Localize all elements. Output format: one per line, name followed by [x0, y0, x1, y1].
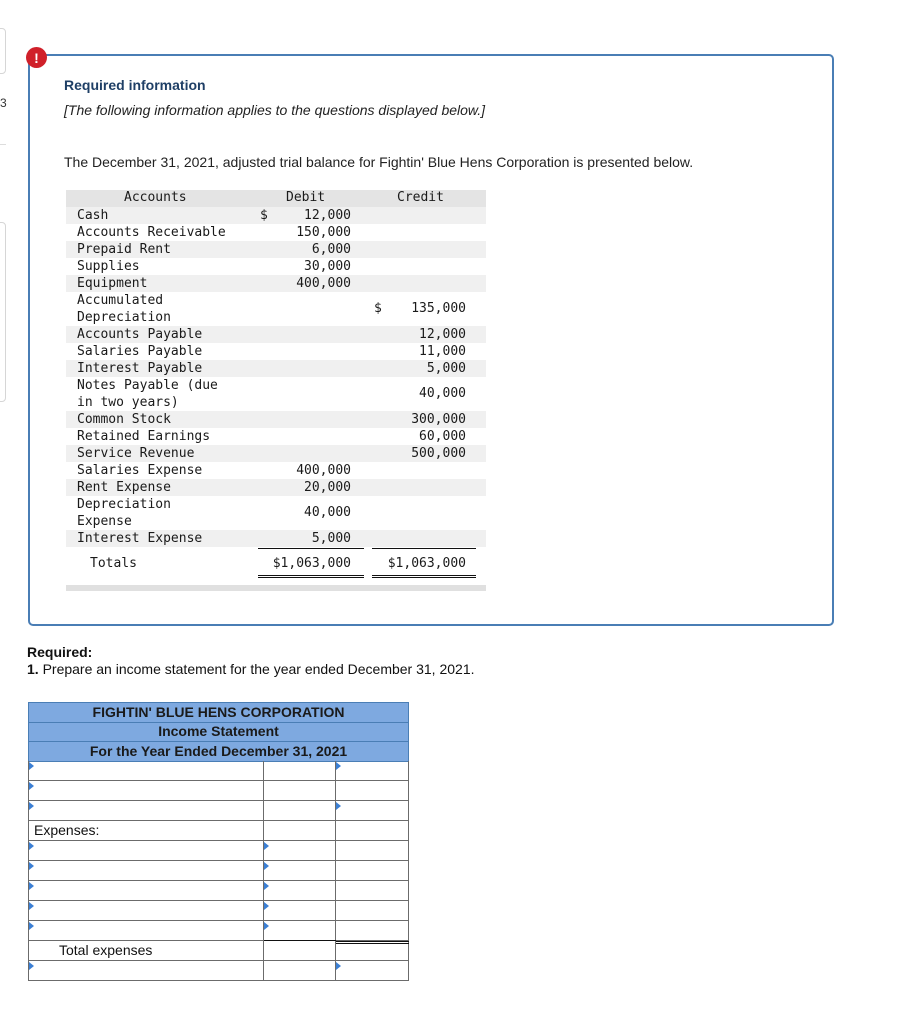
credit-subtotal-rule	[372, 548, 476, 549]
dropdown-marker-icon[interactable]	[264, 842, 269, 850]
debit-amount: 150,000	[296, 225, 351, 240]
account-input-cell[interactable]	[28, 801, 264, 821]
amount-input-cell	[336, 821, 409, 841]
account-input-cell[interactable]	[28, 761, 264, 781]
statement-row	[28, 901, 409, 921]
statement-row	[28, 961, 409, 981]
income-statement-header	[28, 702, 409, 762]
statement-title: Income Statement	[158, 723, 279, 739]
rail-card[interactable]	[0, 28, 6, 74]
trial-balance-row	[66, 479, 486, 496]
account-name: Salaries Payable	[77, 344, 203, 359]
amount-input-cell[interactable]	[264, 881, 336, 901]
dropdown-marker-icon[interactable]	[29, 882, 34, 890]
dropdown-marker-icon[interactable]	[264, 902, 269, 910]
amount-input-cell[interactable]	[264, 961, 336, 981]
amount-input-cell[interactable]	[264, 801, 336, 821]
account-name: Accounts Payable	[77, 327, 203, 342]
debit-currency-symbol: $	[260, 208, 268, 223]
total-expenses-label: Total expenses	[59, 942, 153, 958]
account-name: Depreciation Expense	[77, 497, 171, 529]
account-input-cell[interactable]	[28, 881, 264, 901]
rail-card[interactable]	[0, 222, 6, 402]
trial-balance-row	[66, 326, 486, 343]
debit-amount: 400,000	[296, 463, 351, 478]
credit-amount: 11,000	[419, 344, 466, 359]
debit-amount: 30,000	[304, 259, 351, 274]
statement-row	[28, 921, 409, 941]
amount-input-cell[interactable]	[336, 841, 409, 861]
required-information-note: [The following information applies to the questions displayed below.]	[64, 102, 486, 118]
account-name: Common Stock	[77, 412, 171, 427]
account-name: Accounts Receivable	[77, 225, 226, 240]
amount-input-cell[interactable]	[336, 781, 409, 801]
amount-input-cell	[264, 941, 336, 961]
amount-input-cell[interactable]	[264, 841, 336, 861]
account-input-cell	[28, 941, 264, 961]
trial-balance-row	[66, 224, 486, 241]
amount-input-cell[interactable]	[336, 961, 409, 981]
statement-row	[28, 801, 409, 821]
debit-total-double-rule	[258, 575, 364, 578]
debit-amount: 20,000	[304, 480, 351, 495]
account-input-cell[interactable]	[28, 781, 264, 801]
credit-currency-symbol: $	[374, 301, 382, 316]
debit-amount: 12,000	[304, 208, 351, 223]
trial-balance-row	[66, 292, 486, 326]
trial-balance-row	[66, 275, 486, 292]
account-name: Retained Earnings	[77, 429, 211, 444]
rail-divider	[0, 144, 6, 145]
debit-amount: 400,000	[296, 276, 351, 291]
required-information-title: Required information	[64, 77, 206, 93]
trial-balance-row	[66, 530, 486, 547]
account-input-cell[interactable]	[28, 921, 264, 941]
requirement-1	[27, 661, 475, 677]
amount-input-cell[interactable]	[264, 761, 336, 781]
trial-balance-row	[66, 207, 486, 224]
dropdown-marker-icon[interactable]	[336, 802, 341, 810]
amount-input-cell[interactable]	[336, 881, 409, 901]
amount-input-cell	[264, 821, 336, 841]
statement-row	[28, 781, 409, 801]
dropdown-marker-icon[interactable]	[336, 762, 341, 770]
trial-balance-row	[66, 258, 486, 275]
dropdown-marker-icon[interactable]	[29, 782, 34, 790]
amount-input-cell[interactable]	[336, 801, 409, 821]
account-name: Cash	[77, 208, 109, 223]
dropdown-marker-icon[interactable]	[336, 962, 341, 970]
statement-row	[28, 861, 409, 881]
amount-input-cell[interactable]	[264, 781, 336, 801]
required-heading: Required:	[27, 644, 93, 660]
account-name: Service Revenue	[77, 446, 195, 461]
header-debit: Debit	[286, 190, 326, 205]
account-name: Notes Payable (due in two years)	[77, 378, 218, 410]
dropdown-marker-icon[interactable]	[29, 842, 34, 850]
dropdown-marker-icon[interactable]	[29, 902, 34, 910]
credit-amount: 500,000	[411, 446, 466, 461]
dropdown-marker-icon[interactable]	[264, 862, 269, 870]
header-credit: Credit	[397, 190, 444, 205]
dropdown-marker-icon[interactable]	[29, 962, 34, 970]
trial-balance-header	[66, 190, 486, 207]
account-input-cell	[28, 821, 264, 841]
account-name: Supplies	[77, 259, 140, 274]
amount-input-cell[interactable]	[336, 901, 409, 921]
header-accounts: Accounts	[124, 190, 187, 205]
trial-balance-totals-row	[66, 551, 486, 575]
trial-balance-row	[66, 428, 486, 445]
statement-period: For the Year Ended December 31, 2021	[89, 743, 348, 759]
account-input-cell[interactable]	[28, 861, 264, 881]
statement-row	[28, 821, 409, 841]
credit-amount: 12,000	[419, 327, 466, 342]
amount-input-cell[interactable]	[264, 921, 336, 941]
trial-balance-row	[66, 343, 486, 360]
debit-amount: 5,000	[311, 531, 351, 546]
account-input-cell[interactable]	[28, 901, 264, 921]
trial-balance-row	[66, 462, 486, 479]
total-double-rule	[336, 941, 409, 944]
expenses-label: Expenses:	[34, 822, 100, 838]
rail-question-number: 3	[0, 96, 7, 110]
trial-balance-row	[66, 496, 486, 530]
debit-amount: 6,000	[311, 242, 351, 257]
trial-balance-row	[66, 377, 486, 411]
amount-input-cell	[336, 941, 409, 961]
totals-label: Totals	[90, 556, 137, 571]
amount-input-cell[interactable]	[336, 761, 409, 781]
trial-balance-footer-bar	[66, 585, 486, 591]
header-divider	[29, 741, 408, 742]
trial-balance-row	[66, 411, 486, 428]
account-name: Rent Expense	[77, 480, 171, 495]
account-input-cell[interactable]	[28, 841, 264, 861]
dropdown-marker-icon[interactable]	[29, 922, 34, 930]
debit-amount: 40,000	[304, 505, 351, 520]
credit-amount: 300,000	[411, 412, 466, 427]
credit-total-double-rule	[372, 575, 476, 578]
amount-input-cell[interactable]	[336, 921, 409, 941]
credit-amount: 40,000	[419, 386, 466, 401]
dropdown-marker-icon[interactable]	[264, 922, 269, 930]
dropdown-marker-icon[interactable]	[264, 882, 269, 890]
account-name: Equipment	[77, 276, 148, 291]
credit-amount: 135,000	[411, 301, 466, 316]
statement-row	[28, 941, 409, 961]
trial-balance-intro: The December 31, 2021, adjusted trial balance for Fightin' Blue Hens Corporation is presented below.	[64, 154, 694, 170]
company-name: FIGHTIN' BLUE HENS CORPORATION	[92, 704, 345, 720]
alert-icon: !	[26, 47, 47, 68]
trial-balance-row	[66, 445, 486, 462]
statement-row	[28, 841, 409, 861]
account-name: Interest Expense	[77, 531, 203, 546]
credit-amount: 60,000	[419, 429, 466, 444]
dropdown-marker-icon[interactable]	[29, 762, 34, 770]
account-name: Interest Payable	[77, 361, 203, 376]
account-name: Salaries Expense	[77, 463, 203, 478]
requirement-text: Prepare an income statement for the year ended December 31, 2021.	[38, 661, 475, 677]
total-credit: $1,063,000	[387, 556, 466, 571]
amount-input-cell[interactable]	[264, 901, 336, 921]
total-debit: $1,063,000	[272, 556, 351, 571]
trial-balance-row	[66, 241, 486, 258]
debit-subtotal-rule	[258, 548, 364, 549]
subtotal-rule	[264, 940, 336, 941]
statement-row	[28, 761, 409, 781]
dropdown-marker-icon[interactable]	[29, 802, 34, 810]
account-name: Accumulated Depreciation	[77, 293, 171, 325]
requirement-number: 1.	[27, 661, 39, 677]
credit-amount: 5,000	[426, 361, 466, 376]
amount-input-cell[interactable]	[264, 861, 336, 881]
account-name: Prepaid Rent	[77, 242, 171, 257]
dropdown-marker-icon[interactable]	[29, 862, 34, 870]
account-input-cell[interactable]	[28, 961, 264, 981]
trial-balance-row	[66, 360, 486, 377]
statement-row	[28, 881, 409, 901]
amount-input-cell[interactable]	[336, 861, 409, 881]
left-rail	[0, 0, 7, 1024]
